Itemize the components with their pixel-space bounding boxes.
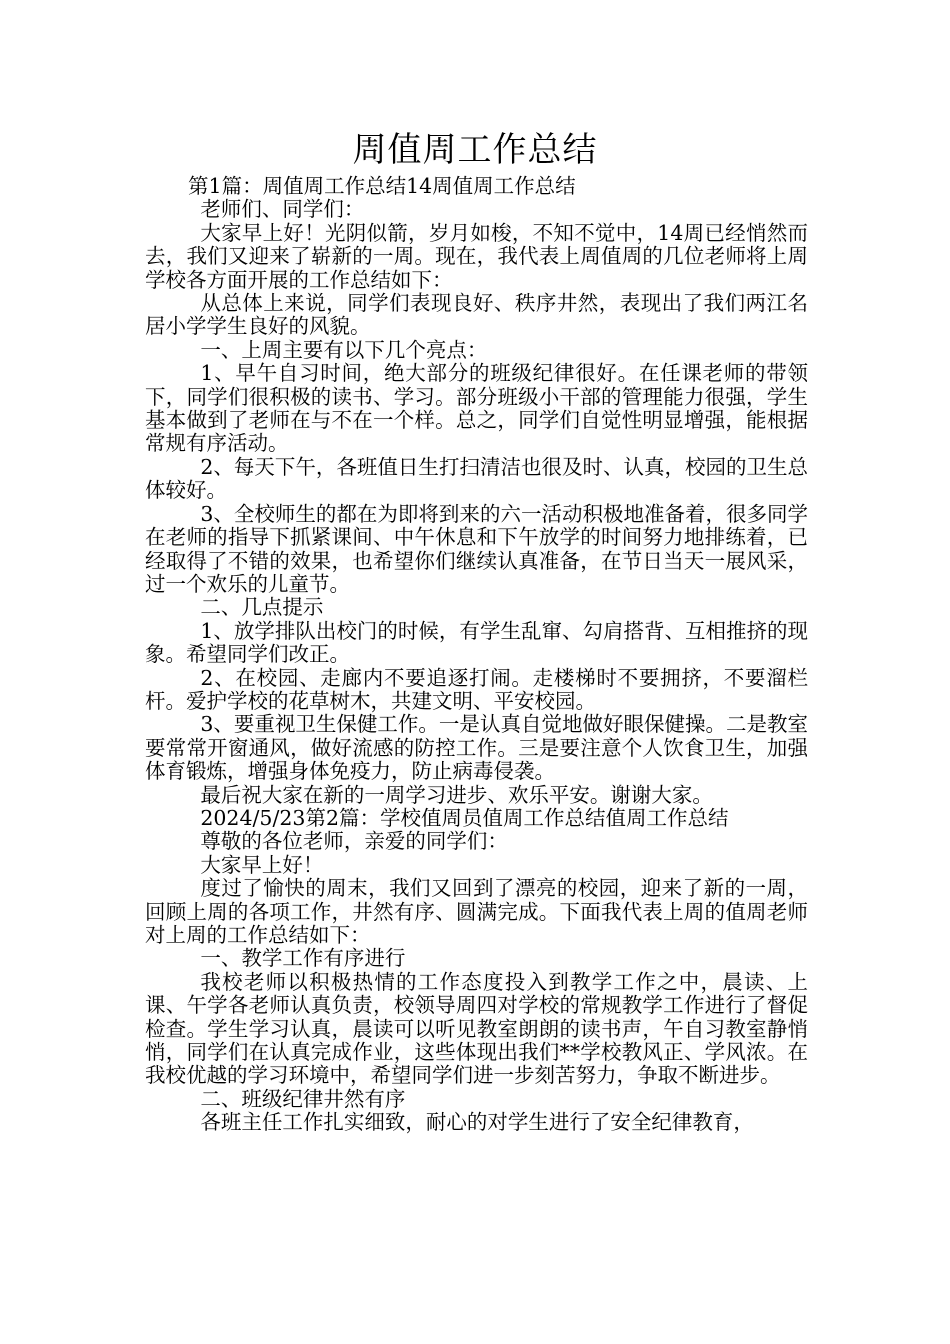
paragraph: 最后祝大家在新的一周学习进步、欢乐平安。谢谢大家。 xyxy=(200,782,713,807)
paragraph: 大家早上好！光阴似箭，岁月如梭，不知不觉中，14周已经悄然而去，我们又迎来了崭新的一周。现在，我代表上周值周的几位老师将上周学校各方面开展的工作总结如下： xyxy=(145,220,808,292)
paragraph: 2、在校园、走廊内不要追逐打闹。走楼梯时不要拥挤，不要溜栏杆。爱护学校的花草树木，共建文明、平安校园。 xyxy=(145,665,808,713)
paragraph: 大家早上好！ xyxy=(200,852,324,877)
paragraph: 1、放学排队出校门的时候，有学生乱窜、勾肩搭背、互相推挤的现象。希望同学们改正。 xyxy=(145,618,808,667)
paragraph: 一、教学工作有序进行 xyxy=(200,946,406,971)
document-body xyxy=(145,175,808,1135)
document-title: 周值周工作总结 xyxy=(352,130,598,170)
paragraph: 二、几点提示 xyxy=(200,595,324,620)
paragraph: 二、班级纪律井然有序 xyxy=(200,1086,406,1111)
paragraph: 1、早午自习时间，绝大部分的班级纪律很好。在任课老师的带领下，同学们很积极的读书、学习。部分班级小干部的管理能力很强，学生基本做到了老师在与不在一个样。总之，同学们自觉性明显增强，能根据常规有序活动。 xyxy=(145,361,808,456)
paragraph: 度过了愉快的周末，我们又回到了漂亮的校园，迎来了新的一周，回顾上周的各项工作，井然有序、圆满完成。下面我代表上周的值周老师对上周的工作总结如下： xyxy=(145,876,808,947)
paragraph: 尊敬的各位老师，亲爱的同学们： xyxy=(200,829,508,854)
paragraph: 一、上周主要有以下几个亮点： xyxy=(200,337,488,362)
paragraph: 3、要重视卫生保健工作。一是认真自觉地做好眼保健操。二是教室要常常开窗通风，做好流感的防控工作。三是要注意个人饮食卫生，加强体育锻炼，增强身体免疫力，防止病毒侵袭。 xyxy=(145,712,808,784)
paragraph: 我校老师以积极热情的工作态度投入到教学工作之中，晨读、上课、午学各老师认真负责，校领导周四对学校的常规教学工作进行了督促检查。学生学习认真，晨读可以听见教室朗朗的读书声，午自习教室静悄悄，同学们在认真完成作业，这些体现出我们**学校教风正、学风浓。在我校优越的学习环境中，希望同学们进一步刻苦努力，争取不断进步。 xyxy=(145,969,808,1088)
paragraph: 各班主任工作扎实细致，耐心的对学生进行了安全纪律教育， xyxy=(200,1110,754,1135)
paragraph: 从总体上来说，同学们表现良好、秩序井然，表现出了我们两江名居小学学生良好的风貌。 xyxy=(145,291,808,339)
paragraph: 3、全校师生的都在为即将到来的六一活动积极地准备着，很多同学在老师的指导下抓紧课间、中午休息和下午放学的时间努力地排练着，已经取得了不错的效果，也希望你们继续认真准备，在节日当天一展风采，过一个欢乐的儿童节。 xyxy=(145,501,808,596)
paragraph: 老师们、同学们： xyxy=(200,197,365,222)
paragraph: 2、每天下午，各班值日生打扫清洁也很及时、认真，校园的卫生总体较好。 xyxy=(145,454,808,503)
paragraph: 2024/5/23第2篇：学校值周员值周工作总结值周工作总结 xyxy=(200,805,729,830)
paragraph: 第1篇：周值周工作总结14周值周工作总结 xyxy=(188,174,576,198)
